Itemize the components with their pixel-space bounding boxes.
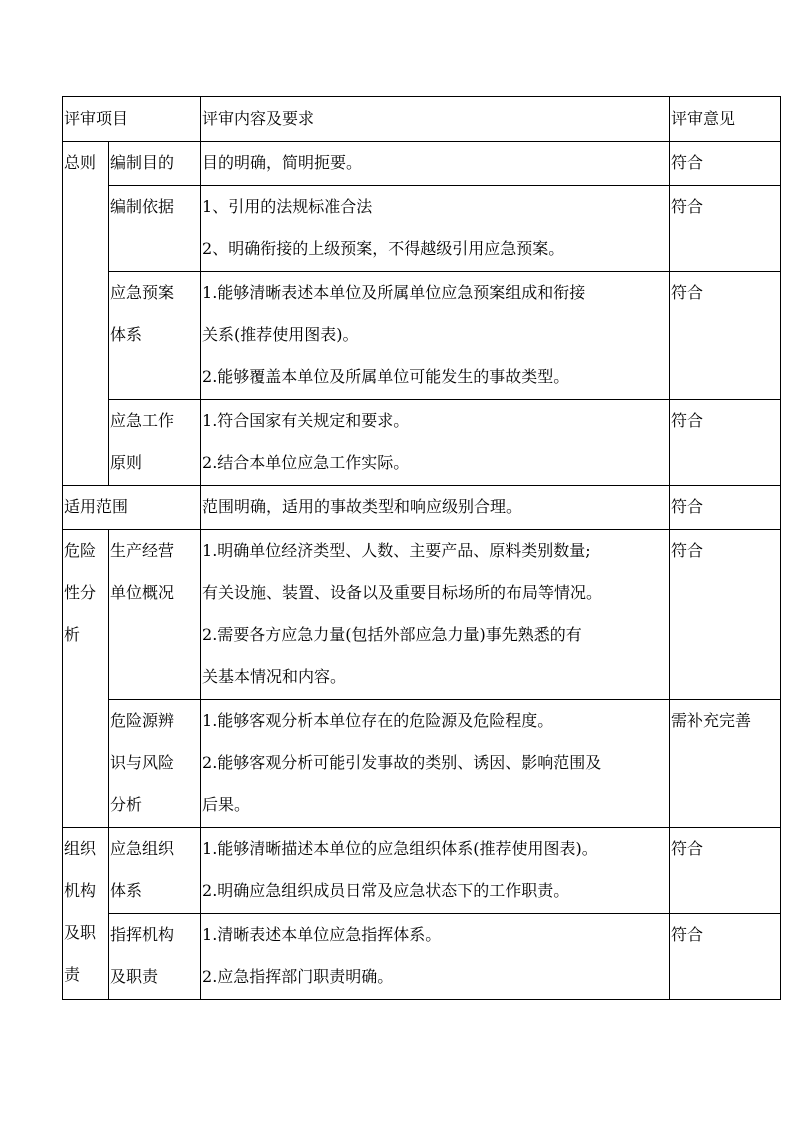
category-organization: 组织 机构 及职 责 (63, 828, 109, 1000)
content-risk: 1.能够客观分析本单位存在的危险源及危险程度。 2.能够客观分析可能引发事故的类别、诱因、影响范围及 后果。 (201, 700, 670, 828)
opinion-system: 符合 (670, 272, 781, 400)
item-overview: 生产经营 单位概况 (109, 530, 201, 700)
table-row (63, 828, 781, 914)
table-row (63, 914, 781, 1000)
table-row (63, 486, 781, 530)
header-opinion: 评审意见 (670, 97, 781, 142)
item-system: 应急预案 体系 (109, 272, 201, 400)
table-header-row (63, 97, 781, 142)
table-row (63, 700, 781, 828)
item-risk: 危险源辨 识与风险 分析 (109, 700, 201, 828)
item-principle: 应急工作 原则 (109, 400, 201, 486)
item-basis: 编制依据 (109, 186, 201, 272)
item-scope: 适用范围 (63, 486, 201, 530)
content-purpose: 目的明确，简明扼要。 (201, 142, 670, 186)
item-structure: 应急组织 体系 (109, 828, 201, 914)
table-row (63, 530, 781, 700)
content-system: 1.能够清晰表述本单位及所属单位应急预案组成和衔接 关系(推荐使用图表)。 2.能够覆盖本单位及所属单位可能发生的事故类型。 (201, 272, 670, 400)
opinion-purpose: 符合 (670, 142, 781, 186)
opinion-basis: 符合 (670, 186, 781, 272)
content-command: 1.清晰表述本单位应急指挥体系。 2.应急指挥部门职责明确。 (201, 914, 670, 1000)
opinion-risk: 需补充完善 (670, 700, 781, 828)
opinion-command: 符合 (670, 914, 781, 1000)
content-scope: 范围明确，适用的事故类型和响应级别合理。 (201, 486, 670, 530)
header-content: 评审内容及要求 (201, 97, 670, 142)
review-table (62, 96, 781, 1000)
item-purpose: 编制目的 (109, 142, 201, 186)
header-item: 评审项目 (63, 97, 201, 142)
category-hazard: 危险 性分 析 (63, 530, 109, 828)
content-structure: 1.能够清晰描述本单位的应急组织体系(推荐使用图表)。 2.明确应急组织成员日常及应急状态下的工作职责。 (201, 828, 670, 914)
table-row (63, 272, 781, 400)
content-overview: 1.明确单位经济类型、人数、主要产品、原料类别数量; 有关设施、装置、设备以及重要目标场所的布局等情况。 2.需要各方应急力量(包括外部应急力量)事先熟悉的有 关基本情况和内容。 (201, 530, 670, 700)
table-row (63, 400, 781, 486)
category-general: 总则 (63, 142, 109, 486)
item-command: 指挥机构 及职责 (109, 914, 201, 1000)
content-principle: 1.符合国家有关规定和要求。 2.结合本单位应急工作实际。 (201, 400, 670, 486)
opinion-overview: 符合 (670, 530, 781, 700)
opinion-structure: 符合 (670, 828, 781, 914)
opinion-scope: 符合 (670, 486, 781, 530)
opinion-principle: 符合 (670, 400, 781, 486)
content-basis: 1、引用的法规标准合法 2、明确衔接的上级预案，不得越级引用应急预案。 (201, 186, 670, 272)
table-row (63, 142, 781, 186)
table-row (63, 186, 781, 272)
